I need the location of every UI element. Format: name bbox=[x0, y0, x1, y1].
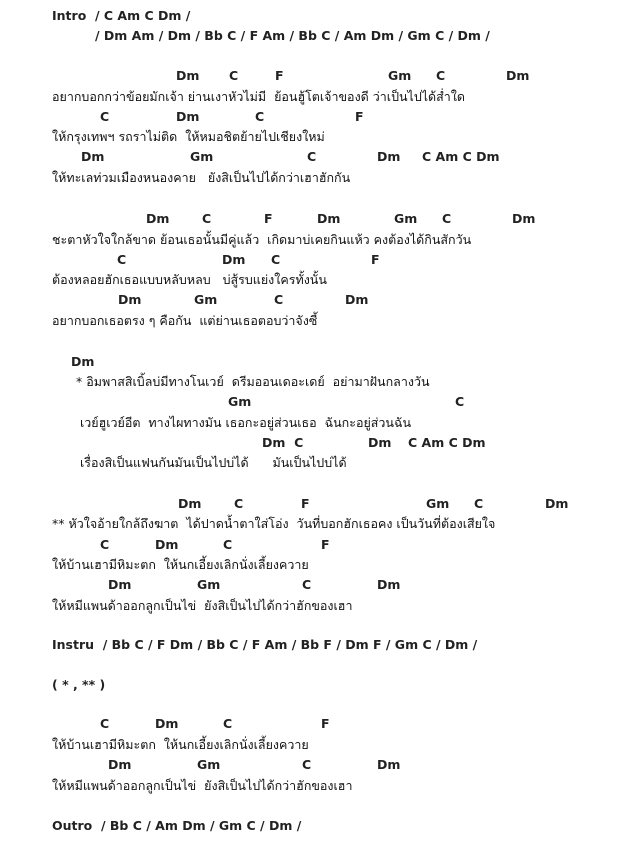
lyric-line bbox=[0, 87, 620, 107]
chord: C Am C Dm bbox=[422, 149, 500, 164]
chord: Dm C bbox=[262, 435, 304, 450]
repeat-line bbox=[0, 675, 620, 695]
lyric-line bbox=[0, 372, 620, 392]
lyric-line bbox=[0, 735, 620, 755]
chord: Dm bbox=[377, 757, 401, 772]
chord-line bbox=[0, 575, 620, 595]
chord: C bbox=[234, 496, 244, 511]
intro-chords-continued: / Dm Am / Dm / Bb C / F Am / Bb C / Am Dm / Gm C / Dm / bbox=[95, 28, 490, 43]
chord: Dm bbox=[178, 496, 202, 511]
chord: C bbox=[274, 292, 284, 307]
chord: C bbox=[100, 109, 110, 124]
chord-line bbox=[0, 392, 620, 412]
chord: F bbox=[275, 68, 284, 83]
chord-line bbox=[0, 433, 620, 453]
lyric-text: ให้หมีแพนด้าออกลูกเป็นไข่ ยังสิเป็นไปได้กว่าฮักของเฮา bbox=[52, 598, 353, 613]
chord: C bbox=[436, 68, 446, 83]
chord: Dm bbox=[368, 435, 392, 450]
lyric-line bbox=[0, 413, 620, 433]
lyric-text: ให้บ้านเฮามีหิมะตก ให้นกเอี้ยงเลิกนั่งเลี้ยงควาย bbox=[52, 737, 309, 752]
chord: C bbox=[442, 211, 452, 226]
chord-line bbox=[0, 209, 620, 229]
chord: C bbox=[202, 211, 212, 226]
chord-line bbox=[0, 250, 620, 270]
chord: C bbox=[223, 716, 233, 731]
chord: C bbox=[302, 757, 312, 772]
chord-line bbox=[0, 290, 620, 310]
intro-line-2 bbox=[0, 26, 620, 46]
lyric-line bbox=[0, 555, 620, 575]
outro-line bbox=[0, 816, 620, 836]
chord: F bbox=[371, 252, 380, 267]
chord: C bbox=[474, 496, 484, 511]
chord: C bbox=[255, 109, 265, 124]
lyric-line bbox=[0, 168, 620, 188]
chord: Dm bbox=[81, 149, 105, 164]
instrumental-chords: Instru / Bb C / F Dm / Bb C / F Am / Bb F / Dm F / Gm C / Dm / bbox=[52, 637, 478, 652]
lyric-text: ชะตาหัวใจใกล้ขาด ย้อนเธอนั้นมีคู่แล้ว เกิดมาบ่เคยกินแห้ว คงต้องได้กินสักวัน bbox=[52, 232, 472, 247]
lyric-text: ให้บ้านเฮามีหิมะตก ให้นกเอี้ยงเลิกนั่งเลี้ยงควาย bbox=[52, 557, 309, 572]
lyric-text: ต้องหลอยฮักเธอแบบหลับหลบ บ่สู้รบแย่งใครทั้งนั้น bbox=[52, 272, 327, 287]
chord: Dm bbox=[377, 149, 401, 164]
lyric-text: ** หัวใจอ้ายใกล้ถึงฆาต ได้ปาดน้ำตาใส่โอ่ง วันที่บอกฮักเธอคง เป็นวันที่ต้องเสียใจ bbox=[52, 516, 496, 531]
chord: Gm bbox=[426, 496, 450, 511]
chord: Gm bbox=[194, 292, 218, 307]
chord-line bbox=[0, 535, 620, 555]
chord: Dm bbox=[71, 354, 95, 369]
chord: Gm bbox=[197, 577, 221, 592]
lyric-line bbox=[0, 230, 620, 250]
lyric-text: อยากบอกเธอตรง ๆ คือกัน แต่ย่านเธอตอบว่าจังซี้ bbox=[52, 313, 318, 328]
chord: Gm bbox=[228, 394, 252, 409]
chord: C bbox=[307, 149, 317, 164]
chord: Gm bbox=[388, 68, 412, 83]
chord: Dm bbox=[222, 252, 246, 267]
intro-line-1 bbox=[0, 6, 620, 26]
lyric-line bbox=[0, 127, 620, 147]
lyric-text: ให้ทะเลท่วมเมืองหนองคาย ยังสิเป็นไปได้กว่าเฮาฮักกัน bbox=[52, 170, 351, 185]
chord: Gm bbox=[197, 757, 221, 772]
chord-line bbox=[0, 755, 620, 775]
chord: Dm bbox=[345, 292, 369, 307]
lyric-line bbox=[0, 596, 620, 616]
chord: Dm bbox=[146, 211, 170, 226]
chord: F bbox=[301, 496, 310, 511]
lyric-text: ให้หมีแพนด้าออกลูกเป็นไข่ ยังสิเป็นไปได้กว่าฮักของเฮา bbox=[52, 778, 353, 793]
chord: Dm bbox=[176, 68, 200, 83]
chord: Dm bbox=[317, 211, 341, 226]
chord: Gm bbox=[190, 149, 214, 164]
chord: C bbox=[271, 252, 281, 267]
chord: F bbox=[321, 537, 330, 552]
lyric-line bbox=[0, 776, 620, 796]
chord-line bbox=[0, 714, 620, 734]
chord: Dm bbox=[118, 292, 142, 307]
chord: F bbox=[321, 716, 330, 731]
lyric-text: * อิมพาสสิเบิ้ลบ่มีทางโนเวย์ ดรีมออนเดอะเดย์ อย่ามาฝันกลางวัน bbox=[76, 374, 430, 389]
chord: Dm bbox=[506, 68, 530, 83]
chord: Dm bbox=[512, 211, 536, 226]
outro-chords: Outro / Bb C / Am Dm / Gm C / Dm / bbox=[52, 818, 302, 833]
chord: Dm bbox=[545, 496, 569, 511]
instrumental-line bbox=[0, 635, 620, 655]
chord: Dm bbox=[155, 537, 179, 552]
lyric-line bbox=[0, 453, 620, 473]
chord: Dm bbox=[108, 757, 132, 772]
chord-line bbox=[0, 107, 620, 127]
lyric-text: ให้กรุงเทพฯ รถราไม่ติด ให้หมอชิตย้ายไปเชียงใหม่ bbox=[52, 129, 325, 144]
chord: C bbox=[223, 537, 233, 552]
chord-line bbox=[0, 66, 620, 86]
chord: C bbox=[117, 252, 127, 267]
lyric-text: อยากบอกกว่าข้อยมักเจ้า ย่านเงาหัวไม่มี ย้อนฮู้โตเจ้าของดี ว่าเป็นไปได้ส่ำใด bbox=[52, 89, 466, 104]
chord: F bbox=[264, 211, 273, 226]
chord: Dm bbox=[377, 577, 401, 592]
chord: Gm bbox=[394, 211, 418, 226]
chord: C bbox=[302, 577, 312, 592]
chord-line bbox=[0, 147, 620, 167]
chord: C bbox=[455, 394, 465, 409]
lyric-line bbox=[0, 311, 620, 331]
lyric-text: เรื่องสิเป็นแฟนกันมันเป็นไปบ่ได้ มันเป็นไปบ่ได้ bbox=[80, 455, 347, 470]
chord: C bbox=[100, 537, 110, 552]
repeat-marker: ( * , ** ) bbox=[52, 677, 106, 692]
chord: Dm bbox=[155, 716, 179, 731]
chord: Dm bbox=[176, 109, 200, 124]
chord: Dm bbox=[108, 577, 132, 592]
lyric-line bbox=[0, 270, 620, 290]
chord: C bbox=[229, 68, 239, 83]
chord: C Am C Dm bbox=[408, 435, 486, 450]
lyric-text: เวย์ฮูเวย์อีต ทางไผทางมัน เธอกะอยู่ส่วนเธอ ฉันกะอยู่ส่วนฉัน bbox=[80, 415, 412, 430]
intro-chords: Intro / C Am C Dm / bbox=[52, 8, 191, 23]
chord: F bbox=[355, 109, 364, 124]
chord: C bbox=[100, 716, 110, 731]
lyric-line bbox=[0, 514, 620, 534]
chord-line bbox=[0, 352, 620, 372]
chord-line bbox=[0, 494, 620, 514]
